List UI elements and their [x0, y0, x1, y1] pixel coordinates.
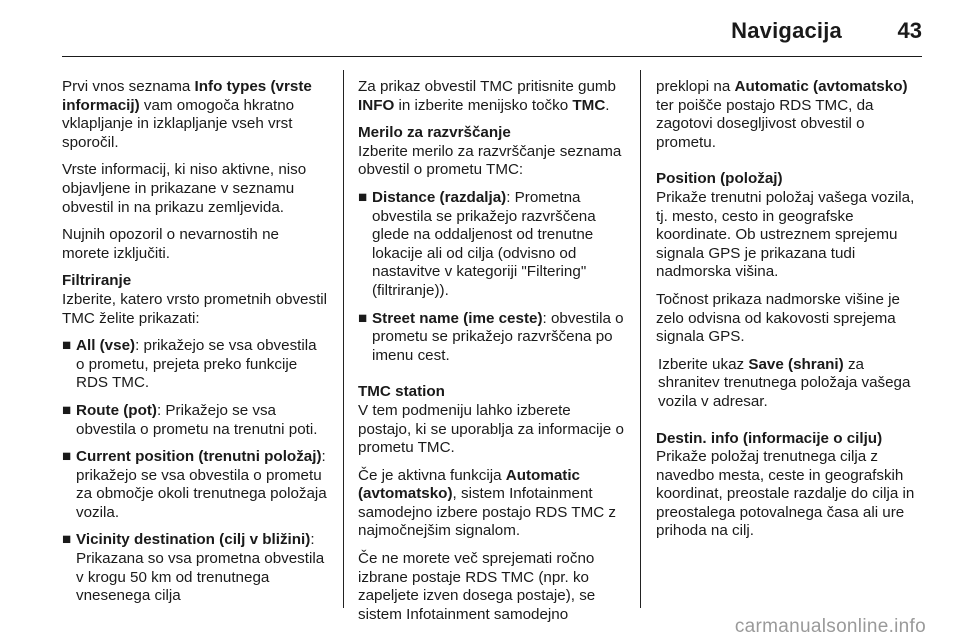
text: vam omogoča hkratno vklapljanje in izklapljanje vseh vrst sporočil.	[62, 96, 295, 151]
section-text: Prikaže trenutni položaj vašega vozila, tj. mesto, cesto in geografske koordinate. Ob ustreznem sprejemu signala GPS je prikazana tudi nadmorska višina.	[656, 188, 915, 281]
text: in izberite menijsko točko	[394, 96, 573, 114]
square-bullet-icon: ■	[62, 531, 72, 549]
text: za shranitev trenutnega položaja vašega vozila v adresar.	[658, 355, 911, 410]
section-heading: Destin. info (informacije o cilju)	[656, 429, 883, 447]
menu-term: Route (pot)	[76, 401, 157, 419]
menu-term: Save (shrani)	[748, 355, 844, 373]
paragraph: Točnost prikaza nadmorske višine je zelo odvisna od kakovosti sprejema signala GPS.	[656, 290, 900, 346]
menu-term: TMC	[572, 96, 606, 114]
paragraph	[358, 78, 624, 115]
page-header	[0, 0, 960, 60]
paragraph: Če ne morete več sprejemati ročno izbrane postaje RDS TMC (npr. ko zapeljete izven dosega postaje), se sistem Infotainment samodejno	[358, 550, 596, 623]
menu-term: Distance (razdalja)	[372, 188, 507, 206]
section-filter	[62, 272, 328, 328]
square-bullet-icon: ■	[62, 401, 72, 419]
column-1	[62, 78, 328, 615]
page-title: Navigacija	[731, 18, 842, 43]
text: : prikažejo se vsa obvestila o prometu za območje okoli trenutnega položaja vozila.	[76, 448, 327, 521]
text: : Prometna obvestila se prikažejo razvrščena glede na oddaljenost od trenutne lokacije ali od cilja (odvisno od nastavitve v kategoriji "Filtering" (filtriranje)).	[372, 188, 596, 299]
text: Prvi vnos seznama	[62, 78, 195, 95]
page-number: 43	[897, 18, 922, 43]
watermark: carmanualsonline.info	[734, 616, 926, 637]
menu-term: Current position (trenutni položaj)	[76, 448, 322, 466]
square-bullet-icon: ■	[62, 337, 72, 355]
paragraph: Vrste informacij, ki niso aktivne, niso objavljene in prikazane v seznamu obvestil in na prikazu zemljevida.	[62, 161, 307, 216]
list-item	[62, 531, 328, 605]
text: ter poišče postajo RDS TMC, da zagotovi dosegljivost obvestil o prometu.	[656, 96, 874, 151]
paragraph	[656, 356, 926, 412]
menu-term: All (vse)	[76, 337, 136, 355]
text: , sistem Infotainment samodejno izbere postajo RDS TMC z najmočnejšim signalom.	[358, 485, 617, 540]
header-rule	[62, 56, 922, 57]
square-bullet-icon: ■	[358, 309, 368, 327]
paragraph	[62, 78, 328, 152]
paragraph	[656, 78, 926, 152]
square-bullet-icon: ■	[62, 448, 72, 466]
menu-term: Street name (ime ceste)	[372, 309, 543, 327]
section-text: Prikaže položaj trenutnega cilja z navedbo mesta, ceste in geografskih koordinat, preostale razdalje do cilja in preostalega potovalnega časa ali ure prihoda na cilj.	[656, 448, 915, 540]
section-heading: Filtriranje	[62, 272, 132, 290]
text: : Prikažejo se vsa obvestila o prometu na trenutni poti.	[76, 401, 318, 438]
square-bullet-icon: ■	[358, 188, 368, 206]
section-tmc-station	[358, 383, 624, 457]
list-item	[62, 448, 328, 522]
column-divider	[343, 70, 344, 608]
list-item	[358, 189, 624, 301]
paragraph	[358, 467, 624, 541]
text: Izberite ukaz	[658, 355, 749, 373]
column-2	[358, 78, 624, 633]
text: : prikažejo se vsa obvestila o prometu, prejeta preko funkcije RDS TMC.	[76, 337, 317, 392]
section-destination-info	[656, 430, 926, 542]
menu-term: Info types (vrste informacij)	[62, 78, 312, 114]
text: .	[605, 96, 610, 114]
menu-term: Automatic (avtomatsko)	[358, 466, 580, 503]
section-heading: TMC station	[358, 383, 445, 401]
list-item	[62, 337, 328, 393]
menu-term: Vicinity destination (cilj v bližini)	[76, 531, 311, 549]
menu-term: Automatic (avtomatsko)	[734, 78, 908, 95]
list-item	[62, 402, 328, 439]
section-heading: Merilo za razvrščanje	[358, 124, 511, 142]
section-position	[656, 170, 926, 282]
paragraph: Nujnih opozoril o nevarnostih ne morete izključiti.	[62, 226, 279, 262]
text: : obvestila o prometu se prikažejo razvrščena po imenu cest.	[372, 309, 624, 364]
list-item	[358, 310, 624, 366]
text: Če je aktivna funkcija	[358, 466, 506, 484]
text: Za prikaz obvestil TMC pritisnite gumb	[358, 78, 616, 95]
section-text: Izberite, katero vrsto prometnih obvestil TMC želite prikazati:	[62, 290, 328, 327]
section-heading: Position (položaj)	[656, 170, 783, 188]
column-3	[656, 78, 926, 550]
column-divider	[640, 70, 641, 608]
section-text: V tem podmeniju lahko izberete postajo, ki se uporablja za informacije o prometu TMC.	[358, 401, 624, 457]
section-text: Izberite merilo za razvrščanje seznama obvestil o prometu TMC:	[358, 142, 622, 179]
section-sort	[358, 124, 624, 180]
text: preklopi na	[656, 78, 735, 95]
text: : Prikazana so vsa prometna obvestila v krogu 50 km od trenutnega vnesenega cilja	[76, 531, 325, 605]
button-term: INFO	[358, 96, 395, 114]
